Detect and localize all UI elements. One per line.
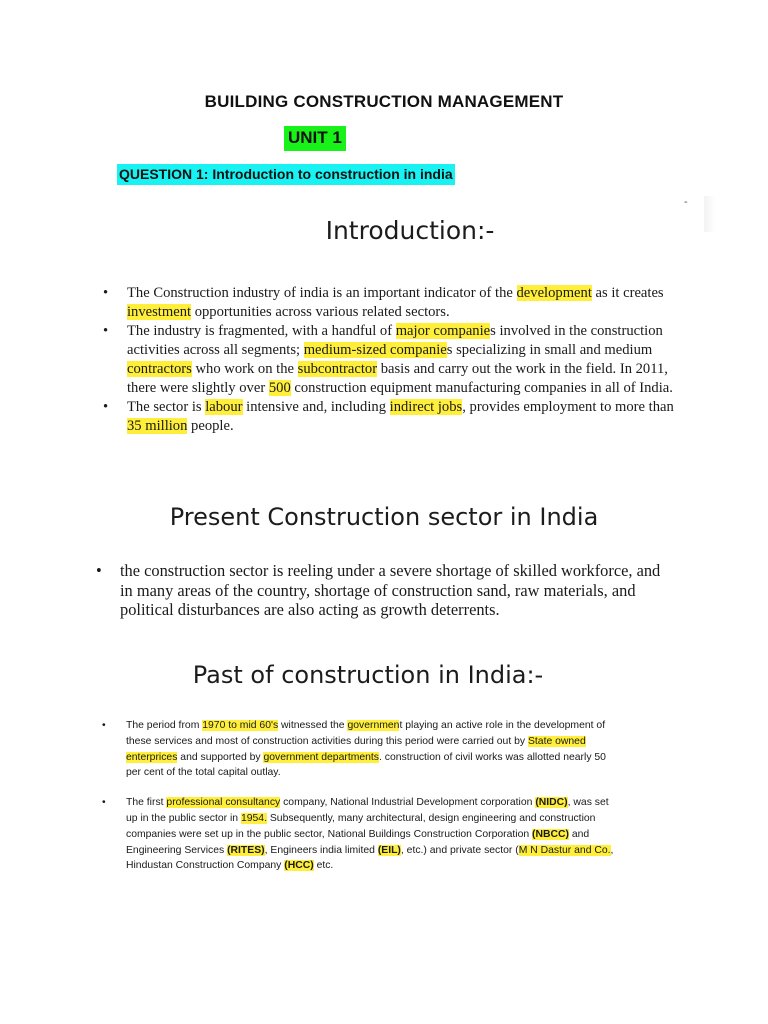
- past-construction-heading: Past of construction in India:-: [192, 661, 544, 689]
- bullet-text: who work on the: [191, 361, 298, 377]
- bullet-text: intensive and, including: [242, 399, 390, 415]
- highlighted-text: governmen: [347, 720, 400, 731]
- bullet-text: construction equipment manufacturing companies in all of India.: [290, 380, 673, 396]
- bullet-text: as it creates: [591, 285, 664, 301]
- highlighted-text: State owned enterprices: [126, 735, 586, 763]
- present-sector-bullet-list: [96, 561, 666, 620]
- bullet-text: and Engineering Services: [126, 828, 590, 856]
- bullet-text: , was set up in the public sector in: [126, 797, 609, 824]
- present-sector-heading: Present Construction sector in India: [169, 503, 599, 531]
- bullet-text: , Hindustan Construction Company: [126, 844, 614, 872]
- highlighted-text: 1954.: [240, 812, 267, 824]
- highlighted-text: (NBCC): [532, 828, 569, 840]
- bullet-text: s specializing in small and medium: [446, 342, 653, 358]
- highlighted-text: (RITES): [227, 844, 265, 856]
- bullet-item: [102, 795, 622, 874]
- bullet-icon: •: [103, 285, 109, 301]
- past-construction-bullet-list: [102, 718, 622, 888]
- bullet-item: [103, 322, 683, 398]
- bullet-text: , Engineers india limited: [264, 844, 378, 856]
- bullet-icon: •: [103, 399, 109, 415]
- highlighted-text: labour: [205, 399, 243, 415]
- bullet-text: , etc.) and private sector (: [400, 844, 519, 856]
- bullet-text: basis and carry out the work in the field. In 2011, there were slightly over: [127, 361, 668, 396]
- introduction-bullet-list: [103, 284, 683, 436]
- bullet-item: [103, 398, 683, 436]
- highlighted-text: medium-sized companie: [303, 342, 447, 358]
- bullet-item: [103, 284, 683, 322]
- document-title: BUILDING CONSTRUCTION MANAGEMENT: [204, 92, 564, 111]
- bullet-text: The sector is: [127, 399, 206, 415]
- bullet-text: The period from: [126, 720, 203, 731]
- highlighted-text: development: [516, 285, 592, 301]
- bullet-text: The first: [126, 797, 167, 809]
- bullet-text: The industry is fragmented, with a handful of: [127, 323, 396, 339]
- highlighted-text: 1970 to mid 60's: [202, 720, 279, 731]
- bullet-text: , provides employment to more than: [462, 399, 674, 415]
- question-heading: QUESTION 1: Introduction to construction in india: [117, 164, 455, 185]
- highlighted-text: contractors: [127, 361, 192, 377]
- bullet-text: and supported by: [177, 751, 264, 763]
- bullet-text: The Construction industry of india is an important indicator of the: [127, 285, 517, 301]
- bullet-text: opportunities across various related sectors.: [191, 304, 450, 320]
- bullet-icon: •: [102, 720, 106, 731]
- highlighted-text: major companie: [395, 323, 491, 339]
- unit-label: UNIT 1: [284, 126, 346, 151]
- bullet-text: Subsequently, many architectural, design engineering and construction companies were set up in the public sector, National Buildings Construction Corporation: [126, 812, 596, 840]
- bullet-text: . construction of civil works was allotted nearly 50 per cent of the total capital outlay.: [126, 751, 606, 779]
- highlighted-text: 35 million: [127, 418, 188, 434]
- highlighted-text: government departments: [263, 751, 379, 763]
- highlighted-text: 500: [268, 380, 291, 396]
- bullet-icon: •: [103, 323, 109, 339]
- bullet-text: t playing an active role in the development of these services and most of construction activities during this period were carried out by: [126, 720, 606, 747]
- introduction-heading: Introduction:-: [325, 216, 495, 245]
- bullet-item: [102, 718, 622, 781]
- bullet-item: [96, 561, 666, 620]
- slide-side-mark: -: [684, 196, 688, 208]
- bullet-text: company, National Industrial Development corporation: [280, 797, 536, 809]
- bullet-icon: •: [96, 561, 102, 580]
- highlighted-text: M N Dastur and Co.: [518, 844, 611, 856]
- bullet-text: etc.: [313, 860, 334, 872]
- highlighted-text: subcontractor: [297, 361, 378, 377]
- highlighted-text: indirect jobs: [389, 399, 463, 415]
- highlighted-text: (HCC): [284, 860, 314, 872]
- highlighted-text: professional consultancy: [166, 797, 281, 809]
- bullet-text: witnessed the: [278, 720, 348, 731]
- highlighted-text: (EIL): [377, 844, 401, 856]
- bullet-text: people.: [187, 418, 234, 434]
- bullet-text: the construction sector is reeling under a severe shortage of skilled workforce, and in many areas of the country, shortage of construction sand, raw materials, and political disturbances are also acting as growth deterrents.: [120, 561, 661, 619]
- highlighted-text: investment: [127, 304, 192, 320]
- highlighted-text: (NIDC): [535, 797, 568, 809]
- bullet-icon: •: [102, 797, 106, 809]
- bullet-text: s involved in the construction activities across all segments;: [127, 323, 663, 358]
